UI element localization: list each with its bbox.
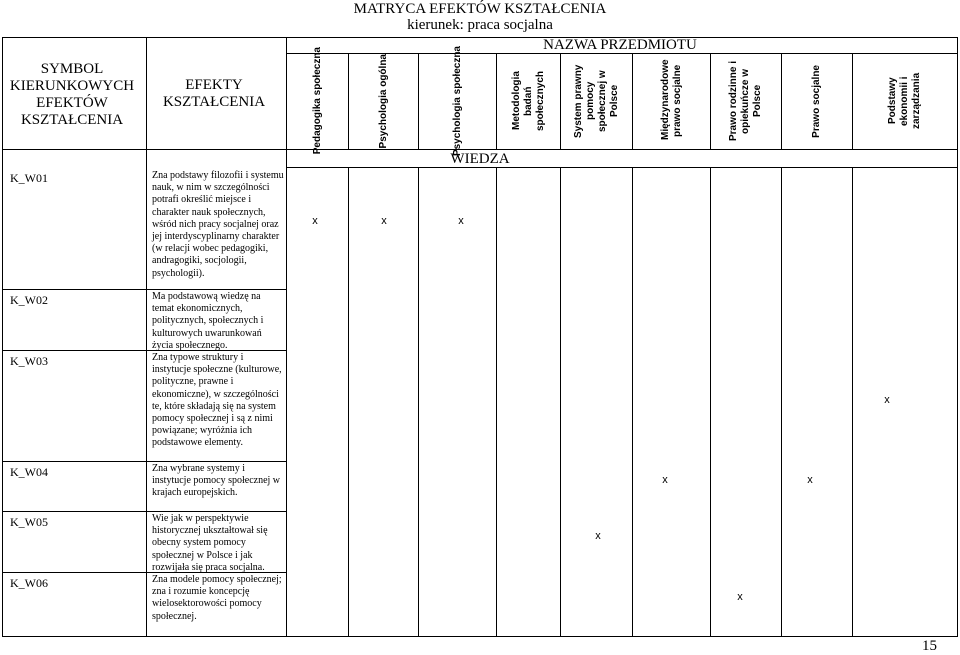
subject-header-psychologia-ogolna: Psychologia ogólna bbox=[377, 53, 389, 149]
row-code-k-w05: K_W05 bbox=[10, 515, 48, 529]
mark-k-w03-podstawy-ekonomii: x bbox=[884, 394, 890, 406]
mark-k-w01-psychologia-spoleczna: x bbox=[458, 215, 464, 227]
mark-k-w04-prawo-socjalne: x bbox=[807, 474, 813, 486]
subject-header-cell bbox=[497, 53, 560, 149]
mark-k-w04-miedzynarodowe-prawo: x bbox=[662, 474, 668, 486]
row-description-k-w04: Zna wybrane systemy i instytucje pomocy społecznej w krajach europejskich. bbox=[152, 463, 281, 499]
page-number: 15 bbox=[922, 638, 937, 654]
subject-header-pedagogika-spoleczna: Pedagogika społeczna bbox=[311, 47, 323, 155]
mark-k-w01-psychologia-ogolna: x bbox=[381, 215, 387, 227]
subject-header-miedzynarodowe-prawo bbox=[659, 59, 684, 140]
subject-header-metodologia-badan bbox=[511, 61, 547, 141]
subject-header-prawo-rodzinne-text: Prawo rodzinne i opiekuńcze w Polsce bbox=[728, 61, 763, 142]
row-code-k-w02: K_W02 bbox=[10, 293, 48, 307]
subject-header-miedzynarodowe-prawo-text: Międzynarodowe prawo socjalne bbox=[659, 59, 683, 140]
header-symbol: SYMBOL KIERUNKOWYCH EFEKTÓW KSZTAŁCENIA bbox=[9, 61, 135, 128]
subject-header-system-prawny-text: System prawny pomocy społecznej w Polsce bbox=[572, 64, 620, 138]
row-code-k-w01: K_W01 bbox=[10, 171, 48, 185]
subject-header-cell bbox=[711, 53, 781, 149]
subject-header-cell bbox=[633, 53, 710, 149]
header-effects: EFEKTY KSZTAŁCENIA bbox=[162, 77, 266, 110]
header-subject-name: NAZWA PRZEDMIOTU bbox=[543, 37, 697, 53]
subject-header-prawo-socjalne: Prawo socjalne bbox=[811, 64, 822, 138]
subject-header-podstawy-ekonomii-text: Podstawy ekonomii i zarządzania bbox=[887, 72, 922, 130]
row-code-k-w06: K_W06 bbox=[10, 576, 48, 590]
subject-header-cell bbox=[349, 53, 418, 149]
mark-k-w05-system-prawny: x bbox=[595, 530, 601, 542]
subject-header-system-prawny bbox=[573, 57, 621, 145]
matrix-subtitle: kierunek: praca socjalna bbox=[407, 17, 553, 33]
subject-header-cell bbox=[782, 53, 852, 149]
subject-header-prawo-rodzinne bbox=[728, 57, 764, 145]
row-description-k-w05: Wie jak w perspektywie historycznej ukształtował się obecny system pomocy społecznej w Polsce i jak rozwijała się praca socjalna. bbox=[152, 513, 268, 573]
mark-k-w06-prawo-rodzinne: x bbox=[737, 591, 743, 603]
subject-header-psychologia-spoleczna: Psychologia społeczna bbox=[451, 45, 463, 157]
section-wiedza: WIEDZA bbox=[450, 151, 510, 167]
row-description-k-w06: Zna modele pomocy społecznej; zna i rozumie koncepcję wielosektorowości pomocy społecznej. bbox=[152, 574, 282, 622]
matrix-title: MATRYCA EFEKTÓW KSZTAŁCENIA bbox=[353, 1, 607, 17]
subject-header-cell bbox=[287, 47, 348, 155]
row-description-k-w03: Zna typowe struktury i instytucje społeczne (kulturowe, polityczne, prawne i ekonomiczne), w szczególności te, które składają się na system pomocy społecznej i są z nimi powiązane; wyróżnia ich podstawowe elementy. bbox=[152, 352, 282, 449]
row-description-k-w01: Zna podstawy filozofii i systemu nauk, w nim w szczególności potrafi określić miejsce i charakter nauk społecznych, wśród nich pracy socjalnej oraz jej interdyscyplinarny charakter (w relacji wobec pedagogiki, andragogiki, socjologii, psychologii). bbox=[152, 170, 284, 279]
mark-k-w01-pedagogika-spoleczna: x bbox=[312, 215, 318, 227]
row-code-k-w04: K_W04 bbox=[10, 465, 48, 479]
row-description-k-w02: Ma podstawową wiedzę na temat ekonomicznych, politycznych, społecznych i kulturowych uwarunkowań życia społecznego. bbox=[152, 291, 264, 351]
subject-header-podstawy-ekonomii bbox=[887, 56, 923, 146]
row-code-k-w03: K_W03 bbox=[10, 354, 48, 368]
subject-header-cell bbox=[561, 53, 632, 149]
subject-header-cell bbox=[419, 45, 496, 157]
subject-header-metodologia-badan-text: Metodologia badań społecznych bbox=[510, 70, 546, 132]
subject-header-cell bbox=[853, 53, 957, 149]
